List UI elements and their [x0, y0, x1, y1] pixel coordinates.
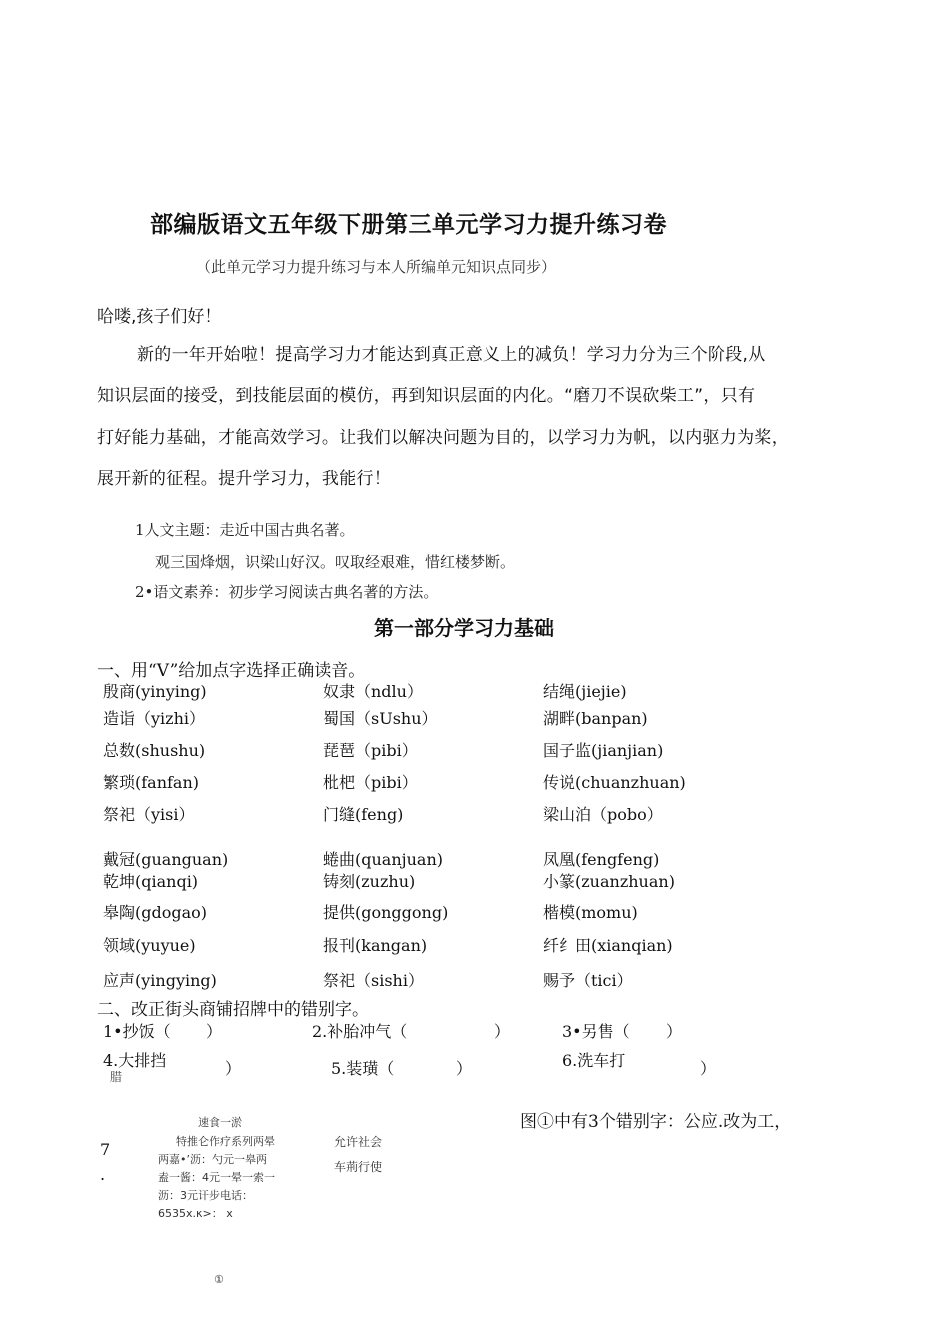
pinyin-item: 凤凰(fengfeng) [543, 850, 660, 869]
unit-theme: 1人文主题：走近中国古典名著。 [135, 521, 355, 539]
pinyin-item: 蜀国（sUshu） [323, 709, 438, 728]
pinyin-item: 提供(gonggong) [323, 903, 449, 922]
pinyin-item: 楷模(momu) [543, 903, 638, 922]
pinyin-item: 乾坤(qianqi) [103, 872, 199, 891]
intro-line: 展开新的征程。提升学习力，我能行！ [97, 469, 392, 489]
question-2-title: 二、改正街头商铺招牌中的错别字。 [97, 1000, 369, 1020]
sign-image-text: 沥：3元讦步电话： [158, 1189, 253, 1202]
pinyin-item: 门缝(feng) [323, 805, 404, 824]
pinyin-item: 祭祀（yisi） [103, 805, 195, 824]
pinyin-item: 领域(yuyue) [103, 936, 196, 955]
pinyin-item: 枇杷（pibi） [323, 773, 418, 792]
pinyin-item: 结绳(jiejie) [543, 682, 627, 701]
answer-blank-close: ） [494, 1022, 511, 1041]
sign-image-text: 6535x.κ>： x [158, 1207, 233, 1220]
page-title: 部编版语文五年级下册第三单元学习力提升练习卷 [150, 212, 667, 238]
intro-line: 新的一年开始啦！提高学习力才能达到真正意义上的减负！学习力分为三个阶段,从 [137, 345, 766, 365]
sign-item: 2.补胎冲气（ [312, 1022, 408, 1041]
sign-image-text: 盍一酱：4元一晕一索一 [158, 1171, 275, 1184]
answer-blank-close: ） [666, 1022, 683, 1041]
sign-image-text: 速食一淤 [198, 1116, 242, 1129]
greeting: 哈喽,孩子们好！ [97, 307, 222, 327]
pinyin-item: 造诣（yizhi） [103, 709, 206, 728]
pinyin-item: 国子监(jianjian) [543, 741, 664, 760]
answer-blank-close: ） [206, 1022, 223, 1041]
pinyin-item: 皋陶(gdogao) [103, 903, 208, 922]
sign-item: 5.装璜（ [331, 1059, 395, 1078]
page-subtitle: （此单元学习力提升练习与本人所编单元知识点同步） [196, 258, 557, 276]
pinyin-item: 梁山泊（pobo） [543, 805, 663, 824]
sign-image-text: 特推仑作疗系列两晕 [176, 1135, 275, 1148]
pinyin-item: 应声(yingying) [103, 971, 217, 990]
pinyin-item: 纤纟田(xianqian) [543, 936, 673, 955]
pinyin-item: 传说(chuanzhuan) [543, 773, 686, 792]
sign-image-label: ① [214, 1273, 224, 1286]
pinyin-item: 赐予（tici） [543, 971, 633, 990]
sign-item: 4.大排挡 [103, 1051, 167, 1070]
answer-text: 图①中有3个错别字：公应.改为工， [520, 1112, 792, 1132]
intro-line: 知识层面的接受，到技能层面的模仿，再到知识层面的内化。“磨刀不误砍柴工”，只有 [97, 386, 756, 406]
unit-theme-detail: 观三国烽烟，识梁山好汉。叹取经艰难，惜红楼梦断。 [155, 553, 516, 571]
answer-blank-close: ） [700, 1059, 717, 1078]
pinyin-item: 铸刻(zuzhu) [323, 872, 416, 891]
pinyin-item: 总数(shushu) [103, 741, 206, 760]
pinyin-item: 繁琐(fanfan) [103, 773, 200, 792]
sign-item: 3•另售（ [562, 1022, 630, 1041]
sign-image-text: 两嘉•’沥：勺元一皋两 [158, 1153, 267, 1166]
pinyin-item: 祭祀（sishi） [323, 971, 424, 990]
pinyin-item: 小篆(zuanzhuan) [543, 872, 675, 891]
answer-blank-close: ） [225, 1059, 242, 1078]
pinyin-item: 琵琶（pibi） [323, 741, 418, 760]
answer-blank-close: ） [456, 1059, 473, 1078]
pinyin-item: 殷商(yinying) [103, 682, 207, 701]
sign-item: 6.洗车打 [562, 1051, 626, 1070]
sign-image-text: 允许社会 [334, 1135, 383, 1149]
section-title: 第一部分学习力基础 [374, 616, 554, 640]
question-number-7-dot: . [100, 1165, 106, 1184]
unit-literacy: 2•语文素养：初步学习阅读古典名著的方法。 [135, 583, 439, 601]
pinyin-item: 蜷曲(quanjuan) [323, 850, 443, 869]
sign-item: 1•抄饭（ [103, 1022, 171, 1041]
sign-image-text: 车荊行使 [334, 1160, 383, 1174]
pinyin-item: 戴冠(guanguan) [103, 850, 229, 869]
pinyin-item: 奴隶（ndlu） [323, 682, 423, 701]
stray-mark: 腊 [110, 1070, 123, 1084]
pinyin-item: 报刊(kangan) [323, 936, 428, 955]
intro-line: 打好能力基础，才能高效学习。让我们以解决问题为目的，以学习力为帆，以内驱力为桨， [97, 428, 789, 448]
question-number-7: 7 [100, 1140, 111, 1159]
question-1-title: 一、用“V”给加点字选择正确读音。 [97, 661, 366, 681]
pinyin-item: 湖畔(banpan) [543, 709, 648, 728]
